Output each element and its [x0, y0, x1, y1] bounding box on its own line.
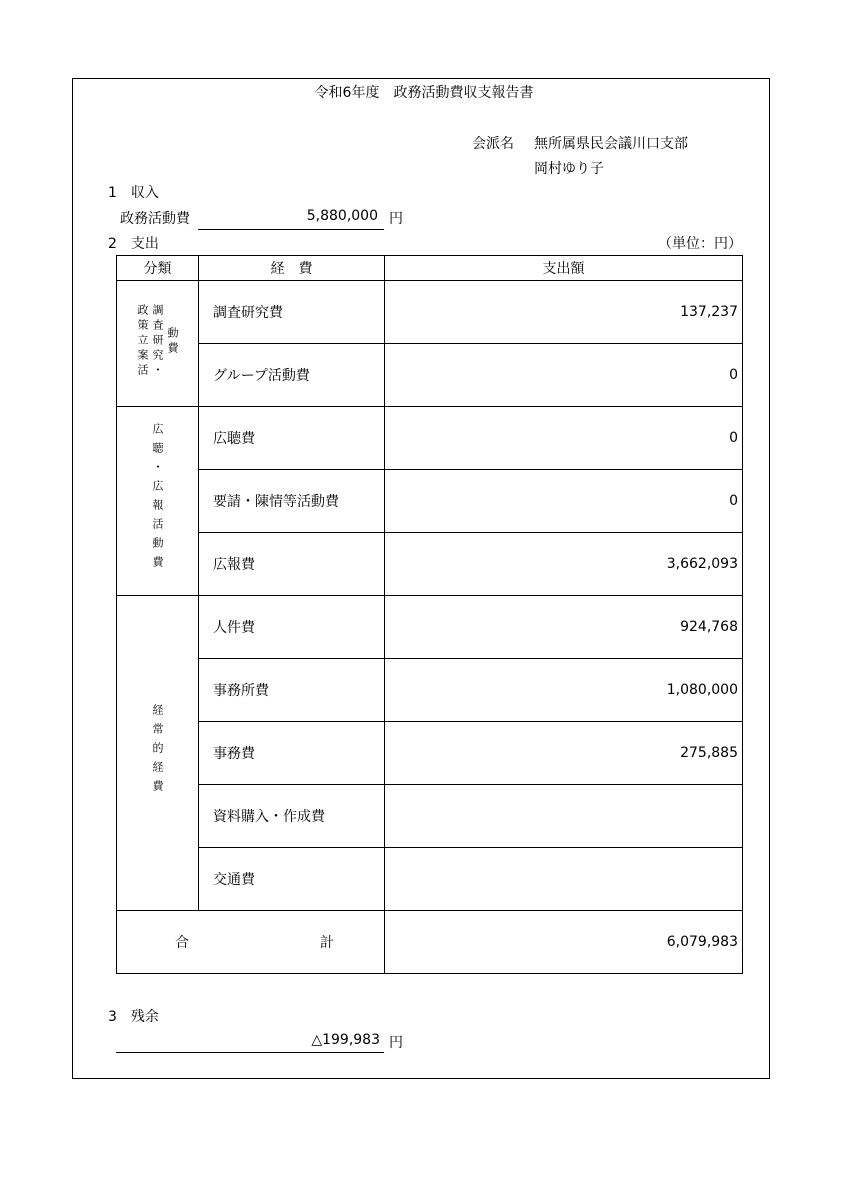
expense-item-label: 調査研究費: [213, 305, 283, 321]
table-row: [117, 785, 743, 848]
category-ordinary: [117, 596, 199, 911]
income-unit: 円: [389, 211, 403, 227]
expense-item-label: グループ活動費: [213, 368, 310, 384]
remainder-amount: △199,983: [311, 1032, 380, 1048]
table-row: [117, 470, 743, 533]
expense-item-label: 事務所費: [213, 683, 269, 699]
category-publicity: [117, 407, 199, 596]
header-category: 分類: [117, 256, 199, 281]
expense-item-label: 人件費: [213, 620, 255, 636]
expense-item-label: 広報費: [213, 557, 255, 573]
expense-amount: [385, 785, 743, 848]
unit-note: （単位：円）: [658, 236, 742, 252]
category-ordinary-label: 経常的経費: [151, 703, 164, 799]
total-label-left: 合: [175, 935, 189, 951]
faction-label: 会派名: [472, 136, 514, 152]
expense-amount: 137,237: [385, 281, 743, 344]
expense-amount: 0: [385, 344, 743, 407]
total-label: [117, 911, 385, 974]
header-amount: 支出額: [385, 256, 743, 281]
income-heading: 1 収入: [108, 185, 159, 201]
remainder-heading: 3 残余: [108, 1009, 159, 1025]
table-row: [117, 407, 743, 470]
total-amount: 6,079,983: [385, 911, 743, 974]
expense-amount: 275,885: [385, 722, 743, 785]
table-row: [117, 344, 743, 407]
expense-amount: [385, 848, 743, 911]
table-header-row: [117, 256, 743, 281]
income-item-label: 政務活動費: [120, 211, 190, 227]
table-row: [117, 281, 743, 344]
expense-item-label: 事務費: [213, 746, 255, 762]
page-title: 令和6年度 政務活動費収支報告書: [314, 85, 534, 101]
table-row: [117, 722, 743, 785]
table-row: [117, 533, 743, 596]
expense-amount: 0: [385, 470, 743, 533]
expense-item-label: 広聴費: [213, 431, 255, 447]
income-amount: 5,880,000: [306, 208, 378, 224]
expense-amount: 1,080,000: [385, 659, 743, 722]
expense-heading: 2 支出: [108, 236, 159, 252]
total-label-right: 計: [320, 935, 334, 951]
category-research-label: 動費 調査研究・ 政策立案活: [136, 304, 179, 379]
faction-name: 無所属県民会議川口支部: [534, 136, 688, 152]
category-research: [117, 281, 199, 407]
expense-item-label: 交通費: [213, 872, 255, 888]
category-publicity-label: 広聴・広報活動費: [151, 423, 164, 575]
table-row: [117, 659, 743, 722]
remainder-unit: 円: [389, 1035, 403, 1051]
member-name: 岡村ゆり子: [534, 161, 604, 177]
expense-item-label: 資料購入・作成費: [213, 809, 325, 825]
table-row: [117, 848, 743, 911]
expense-amount: 0: [385, 407, 743, 470]
total-row: [117, 911, 743, 974]
expense-amount: 924,768: [385, 596, 743, 659]
expense-amount: 3,662,093: [385, 533, 743, 596]
income-underline: [198, 229, 384, 230]
remainder-underline: [116, 1052, 384, 1053]
table-row: [117, 596, 743, 659]
header-expense: 経 費: [199, 256, 385, 281]
expense-item-label: 要請・陳情等活動費: [213, 494, 339, 510]
expense-table: [116, 255, 743, 974]
